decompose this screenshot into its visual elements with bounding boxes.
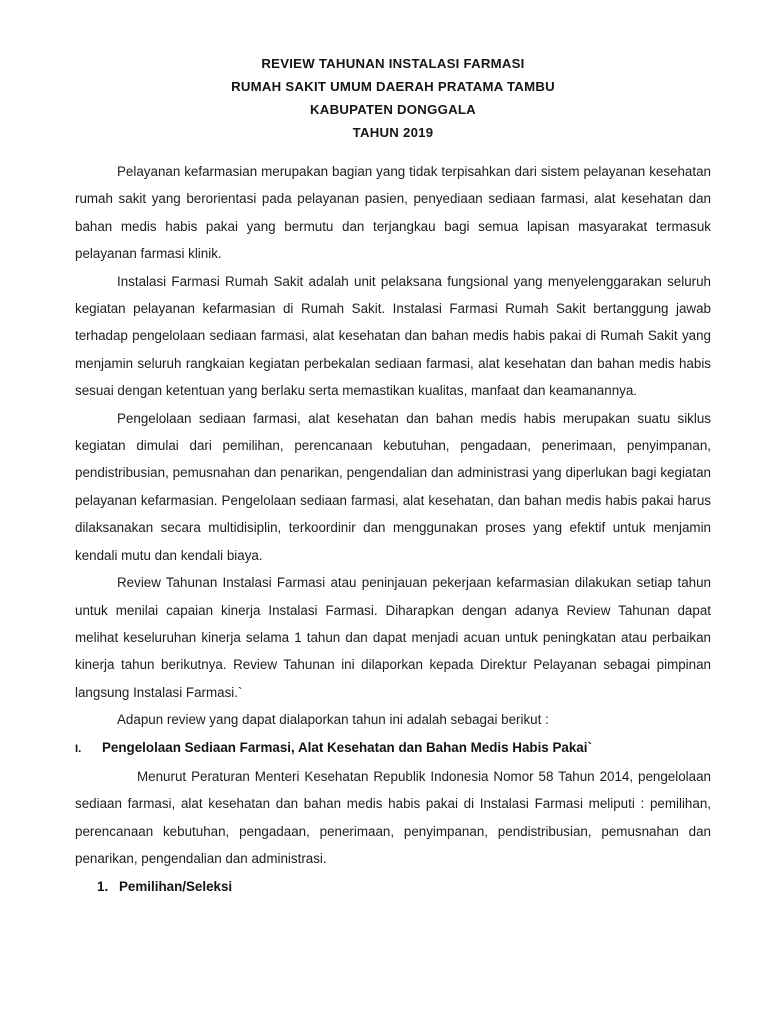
paragraph-2: Instalasi Farmasi Rumah Sakit adalah unit pelaksana fungsional yang menyelenggarakan seluruh kegiatan pelayanan kefarmasian di Rumah Sakit. Instalasi Farmasi Rumah Sakit bertanggung jawab terhadap pengelolaan sediaan farmasi, alat kesehatan dan bahan medis habis pakai di Rumah Sakit yang menjamin seluruh rangkaian kegiatan perbekalan sediaan farmasi, alat kesehatan dan bahan medis habis sesuai dengan ketentuan yang berlaku serta memastikan kualitas, manfaat dan keamanannya.: [75, 273, 711, 399]
section-i-paragraph: Menurut Peraturan Menteri Kesehatan Republik Indonesia Nomor 58 Tahun 2014, pengelolaan sediaan farmasi, alat kesehatan dan bahan medis habis pakai di Instalasi Farmasi meliputi : pemilihan, perencanaan kebutuhan, pengadaan, penerimaan, penyimpanan, pendistribusian, pemusnahan dan penarikan, pengendalian dan administrasi.: [75, 768, 711, 867]
section-heading-i: [75, 734, 711, 763]
title-line-1: REVIEW TAHUNAN INSTALASI FARMASI: [261, 56, 525, 71]
paragraph-1: Pelayanan kefarmasian merupakan bagian yang tidak terpisahkan dari sistem pelayanan kesehatan rumah sakit yang berorientasi pada pelayanan pasien, penyediaan sediaan farmasi, alat kesehatan dan bahan medis habis pakai yang bermutu dan terjangkau bagi semua lapisan masyarakat termasuk pelayanan farmasi klinik.: [75, 164, 711, 262]
title-line-2: RUMAH SAKIT UMUM DAERAH PRATAMA TAMBU: [231, 79, 555, 94]
document-title-block: [75, 52, 711, 144]
subsection-marker-1: 1.: [97, 878, 109, 894]
section-heading-i-text: Pengelolaan Sediaan Farmasi, Alat Kesehatan dan Bahan Medis Habis Pakai`: [102, 739, 592, 755]
paragraph-4: Review Tahunan Instalasi Farmasi atau peninjauan pekerjaan kefarmasian dilakukan setiap tahun untuk menilai capaian kinerja Instalasi Farmasi. Diharapkan dengan adanya Review Tahunan dapat melihat keseluruhan kinerja selama 1 tahun dan dapat menjadi acuan untuk peningkatan atau perbaikan kinerja tahun berikutnya. Review Tahunan ini dilaporkan kepada Direktur Pelayanan sebagai pimpinan langsung Instalasi Farmasi.`: [75, 575, 711, 700]
subsection-heading-1: [97, 873, 711, 900]
lead-in-line: Adapun review yang dapat dialaporkan tahun ini adalah sebagai berikut :: [117, 712, 549, 728]
title-line-4: TAHUN 2019: [352, 125, 434, 140]
document-content: [75, 52, 711, 900]
paragraph-3: Pengelolaan sediaan farmasi, alat kesehatan dan bahan medis habis merupakan suatu siklus kegiatan dimulai dari pemilihan, perencanaan kebutuhan, pengadaan, penerimaan, penyimpanan, pendistribusian, pemusnahan dan penarikan, pengendalian dan administrasi yang diperlukan bagi kegiatan pelayanan kefarmasian. Pengelolaan sediaan farmasi, alat kesehatan, dan bahan medis habis pakai harus dilaksanakan secara multidisiplin, terkoordinir dan menggunakan proses yang efektif untuk menjamin kendali mutu dan kendali biaya.: [75, 410, 711, 563]
title-line-3: KABUPATEN DONGGALA: [310, 102, 476, 117]
subsection-heading-1-text: Pemilihan/Seleksi: [119, 878, 233, 894]
section-marker-i: I.: [75, 742, 82, 755]
